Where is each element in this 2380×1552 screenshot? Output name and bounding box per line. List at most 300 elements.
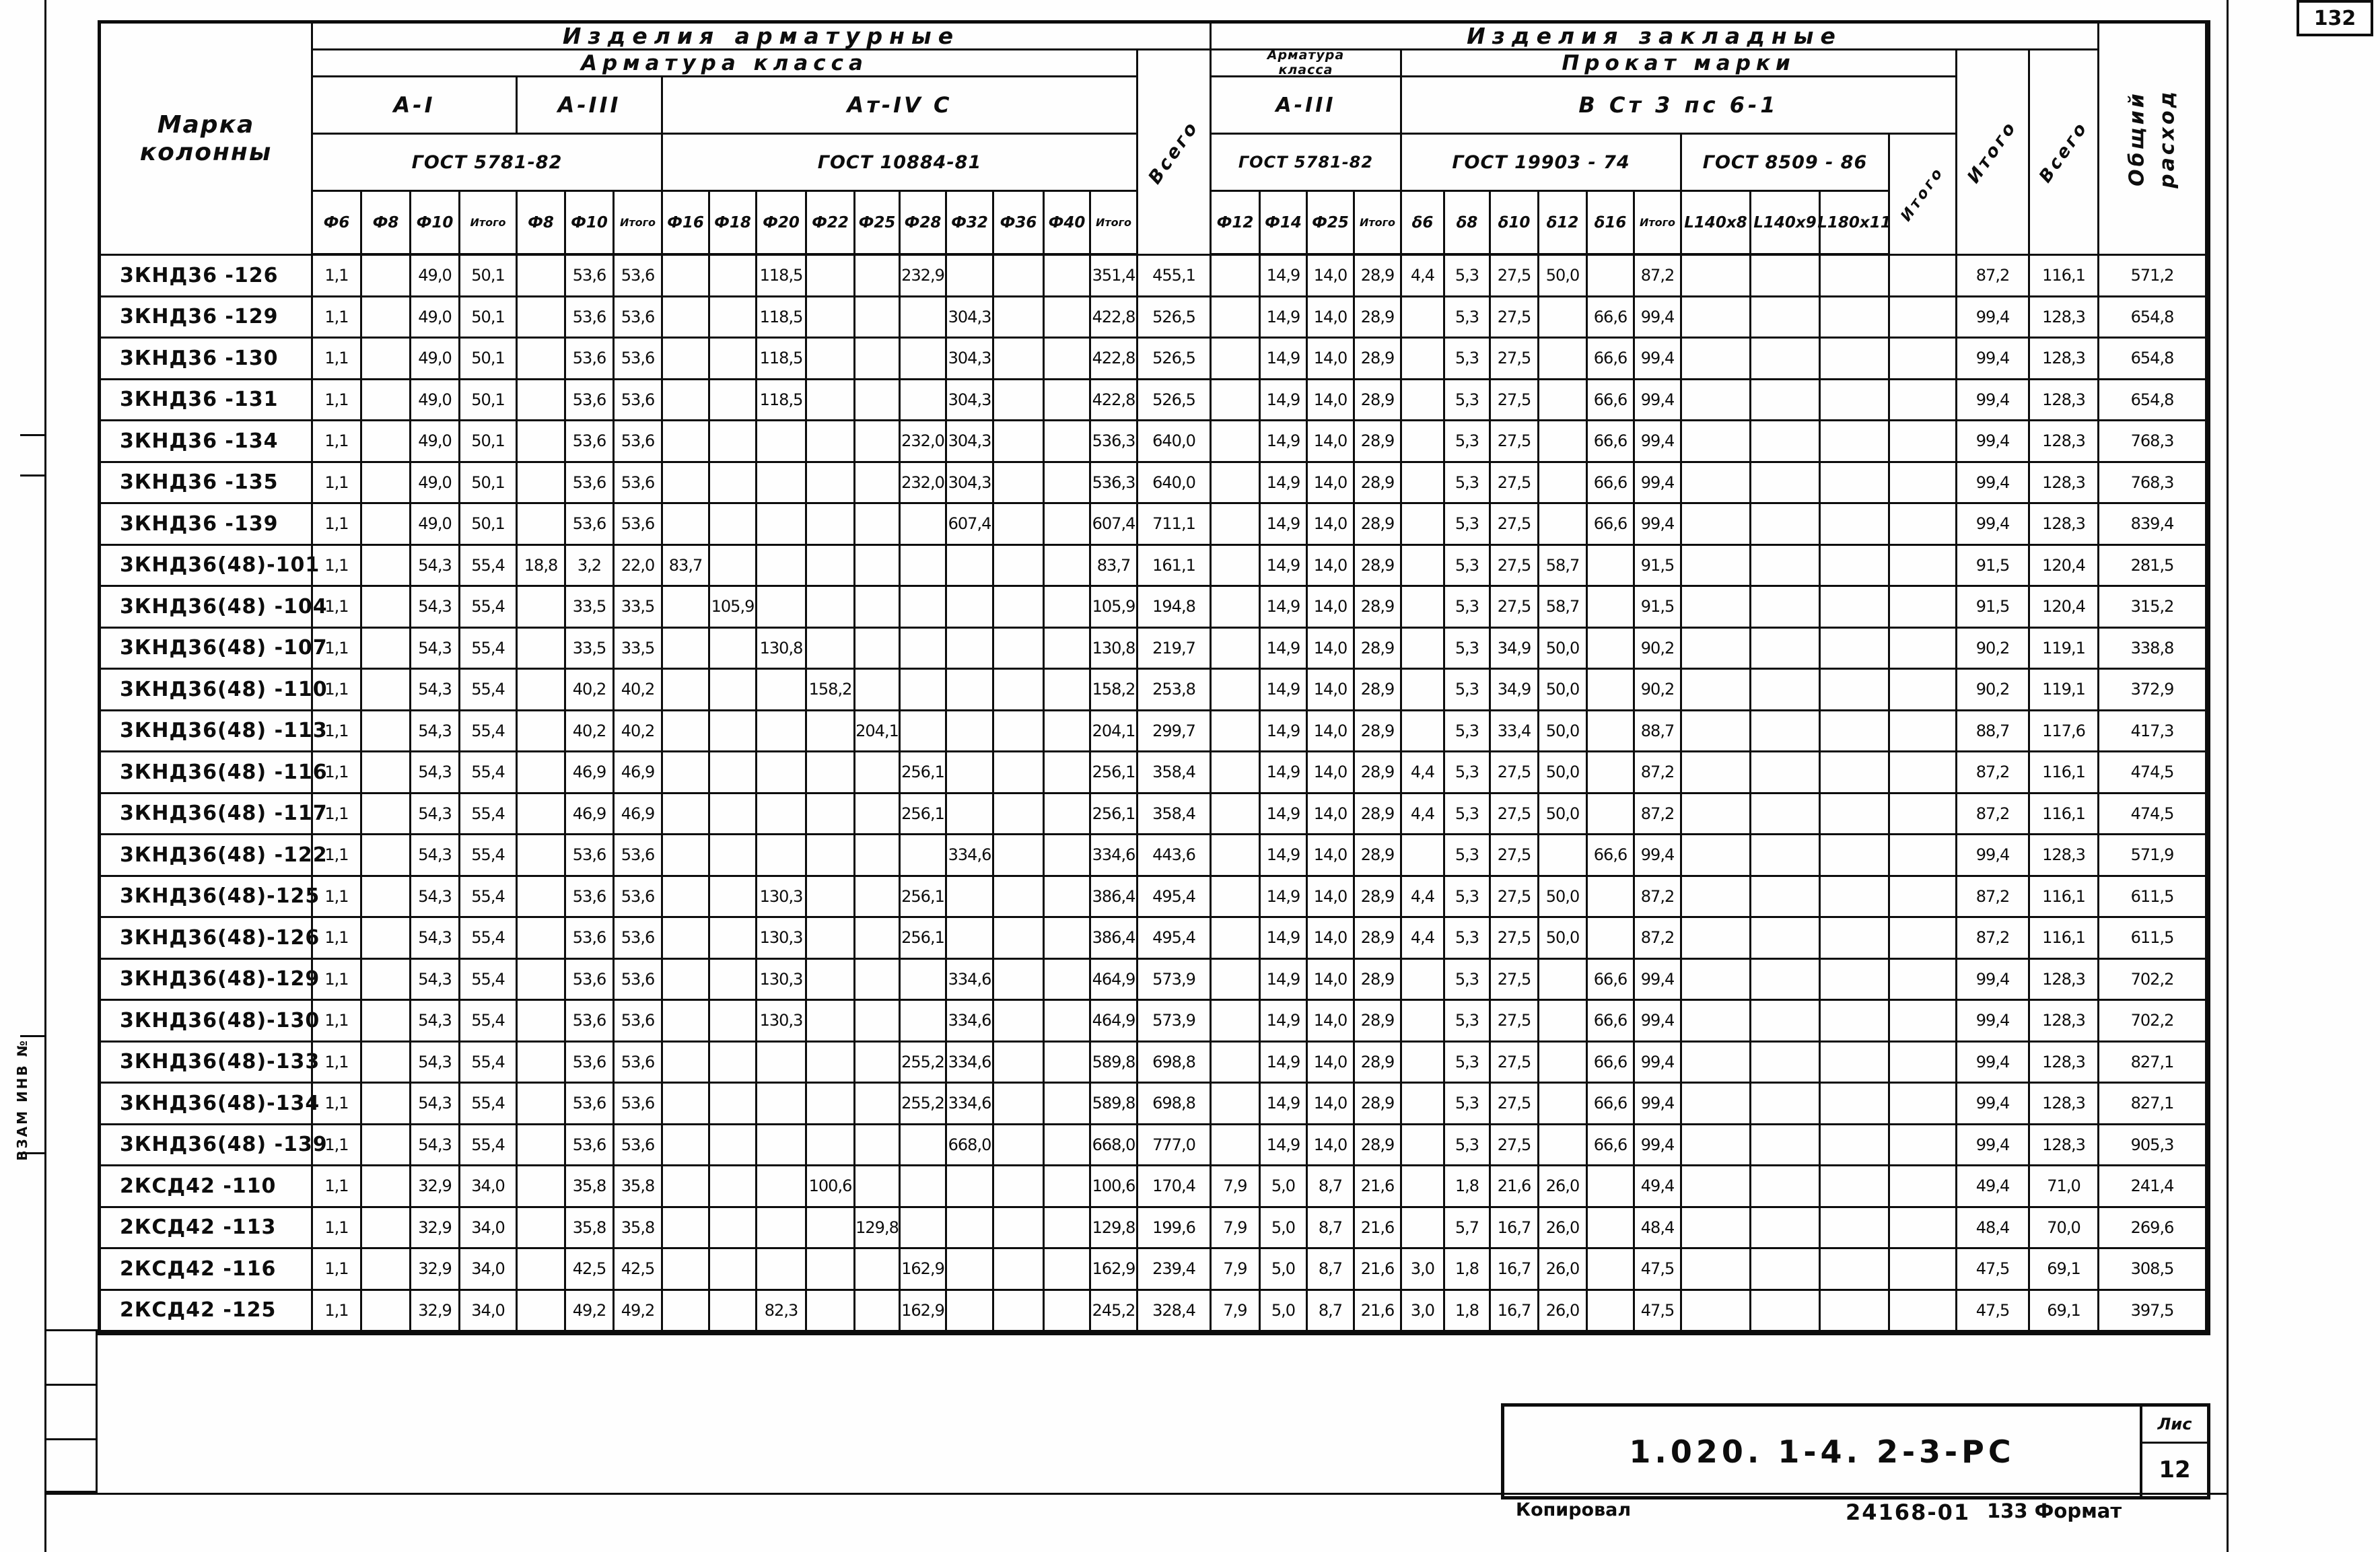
- table-cell: [1821, 1084, 1890, 1125]
- table-cell: [1212, 960, 1261, 1001]
- table-cell: [1821, 1043, 1890, 1084]
- table-cell: [362, 1084, 411, 1125]
- table-cell: [362, 877, 411, 919]
- table-cell: 5,3: [1445, 380, 1491, 422]
- table-cell: [807, 421, 855, 463]
- table-cell: 40,2: [615, 670, 663, 711]
- table-cell: 571,2: [2099, 256, 2207, 297]
- table-cell: 422,8: [1091, 380, 1138, 422]
- table-cell: [901, 1001, 947, 1043]
- table-cell: [855, 587, 901, 629]
- table-cell: 14,9: [1261, 421, 1308, 463]
- table-cell: [1821, 918, 1890, 960]
- table-cell: [1751, 463, 1821, 505]
- row-mark: 3КНД36(48)-129: [101, 960, 313, 1001]
- table-cell: [710, 1001, 757, 1043]
- table-cell: [807, 297, 855, 339]
- row-mark: 3КНД36(48) -117: [101, 794, 313, 836]
- table-cell: [947, 918, 994, 960]
- table-cell: [855, 380, 901, 422]
- table-cell: 91,5: [1635, 587, 1682, 629]
- table-cell: 245,2: [1091, 1291, 1138, 1333]
- column-header: Итого: [1635, 192, 1682, 256]
- table-cell: 14,0: [1308, 421, 1355, 463]
- table-cell: [1751, 918, 1821, 960]
- table-cell: [710, 421, 757, 463]
- table-cell: [757, 1043, 807, 1084]
- table-cell: [1751, 421, 1821, 463]
- angles-total-header: Итого: [1890, 135, 1957, 256]
- table-cell: [807, 960, 855, 1001]
- table-cell: [994, 504, 1045, 546]
- table-cell: 53,6: [615, 877, 663, 919]
- table-cell: [710, 1249, 757, 1291]
- table-cell: [1212, 670, 1261, 711]
- table-cell: [1045, 1001, 1091, 1043]
- table-cell: 28,9: [1355, 670, 1402, 711]
- table-cell: [994, 1166, 1045, 1208]
- table-cell: [1890, 711, 1957, 753]
- table-cell: 99,4: [1635, 1125, 1682, 1167]
- table-cell: 99,4: [1957, 1125, 2030, 1167]
- table-cell: 87,2: [1635, 752, 1682, 794]
- table-cell: 777,0: [1138, 1125, 1212, 1167]
- table-cell: [807, 380, 855, 422]
- row-mark: 3КНД36(48) -110: [101, 670, 313, 711]
- table-cell: 1,1: [313, 877, 362, 919]
- table-cell: 40,2: [615, 711, 663, 753]
- table-cell: 14,0: [1308, 256, 1355, 297]
- table-cell: [1682, 380, 1751, 422]
- table-cell: [1212, 504, 1261, 546]
- table-cell: 50,0: [1539, 256, 1588, 297]
- table-cell: 90,2: [1957, 629, 2030, 670]
- table-cell: [1045, 421, 1091, 463]
- table-cell: 1,1: [313, 297, 362, 339]
- table-cell: 50,1: [460, 504, 518, 546]
- table-cell: 50,0: [1539, 711, 1588, 753]
- table-cell: 53,6: [615, 421, 663, 463]
- table-cell: 495,4: [1138, 877, 1212, 919]
- table-cell: [1212, 256, 1261, 297]
- table-cell: 5,3: [1445, 339, 1491, 380]
- table-cell: 27,5: [1491, 918, 1539, 960]
- table-cell: [994, 1125, 1045, 1167]
- table-cell: [757, 794, 807, 836]
- table-cell: [1890, 794, 1957, 836]
- table-cell: 46,9: [615, 794, 663, 836]
- table-cell: [855, 960, 901, 1001]
- table-cell: 129,8: [855, 1208, 901, 1250]
- table-cell: 281,5: [2099, 546, 2207, 588]
- table-cell: [710, 1291, 757, 1333]
- table-cell: [710, 380, 757, 422]
- table-cell: 88,7: [1957, 711, 2030, 753]
- table-cell: 47,5: [1635, 1249, 1682, 1291]
- table-cell: [362, 587, 411, 629]
- table-cell: 99,4: [1635, 380, 1682, 422]
- table-cell: [1682, 794, 1751, 836]
- table-cell: [1212, 297, 1261, 339]
- table-cell: [663, 1166, 710, 1208]
- table-cell: [901, 711, 947, 753]
- table-cell: 105,9: [710, 587, 757, 629]
- table-cell: [1212, 463, 1261, 505]
- table-cell: [1682, 1208, 1751, 1250]
- table-cell: 87,2: [1635, 877, 1682, 919]
- table-cell: 99,4: [1635, 1001, 1682, 1043]
- table-cell: [855, 1291, 901, 1333]
- table-cell: 304,3: [947, 339, 994, 380]
- table-cell: [1402, 1166, 1445, 1208]
- table-cell: 474,5: [2099, 794, 2207, 836]
- mark-column-header: Марка колонны: [101, 24, 313, 256]
- class-a1-header: А-I: [313, 77, 518, 135]
- table-cell: [1045, 1166, 1091, 1208]
- table-cell: [994, 835, 1045, 877]
- sheet-label: Лис: [2142, 1407, 2207, 1444]
- table-cell: 1,1: [313, 1249, 362, 1291]
- frame-tick: [20, 434, 44, 436]
- table-cell: 99,4: [1635, 339, 1682, 380]
- table-cell: 33,5: [615, 629, 663, 670]
- table-cell: [1212, 752, 1261, 794]
- table-cell: [1821, 1208, 1890, 1250]
- table-cell: 28,9: [1355, 711, 1402, 753]
- table-cell: 28,9: [1355, 1125, 1402, 1167]
- table-cell: [1682, 587, 1751, 629]
- table-cell: 1,1: [313, 504, 362, 546]
- table-cell: [994, 1208, 1045, 1250]
- table-cell: 464,9: [1091, 1001, 1138, 1043]
- table-cell: [518, 1043, 566, 1084]
- table-cell: 256,1: [901, 877, 947, 919]
- table-cell: [1890, 1166, 1957, 1208]
- table-cell: [1539, 1001, 1588, 1043]
- table-cell: 253,8: [1138, 670, 1212, 711]
- row-mark: 2КСД42 -116: [101, 1249, 313, 1291]
- table-cell: [1402, 421, 1445, 463]
- table-cell: 571,9: [2099, 835, 2207, 877]
- table-cell: 99,4: [1957, 1084, 2030, 1125]
- table-cell: 5,3: [1445, 504, 1491, 546]
- row-mark: 3КНД36(48)-101: [101, 546, 313, 588]
- table-cell: 1,1: [313, 794, 362, 836]
- table-cell: 66,6: [1588, 339, 1635, 380]
- row-mark: 2КСД42 -113: [101, 1208, 313, 1250]
- table-cell: 474,5: [2099, 752, 2207, 794]
- table-cell: 119,1: [2030, 670, 2099, 711]
- table-cell: [1539, 835, 1588, 877]
- table-cell: [1890, 1249, 1957, 1291]
- table-cell: 14,0: [1308, 1043, 1355, 1084]
- table-cell: 702,2: [2099, 960, 2207, 1001]
- table-cell: 50,0: [1539, 794, 1588, 836]
- table-cell: [901, 1166, 947, 1208]
- table-cell: 27,5: [1491, 339, 1539, 380]
- table-cell: 5,3: [1445, 794, 1491, 836]
- table-cell: 5,3: [1445, 546, 1491, 588]
- table-cell: [1045, 546, 1091, 588]
- table-cell: [1682, 463, 1751, 505]
- table-cell: [1045, 794, 1091, 836]
- table-cell: 55,4: [460, 1125, 518, 1167]
- table-cell: [663, 339, 710, 380]
- table-cell: [855, 752, 901, 794]
- zak-itogo-header: Итого: [1957, 50, 2030, 256]
- table-cell: 99,4: [1635, 463, 1682, 505]
- table-cell: 27,5: [1491, 421, 1539, 463]
- table-cell: [855, 1084, 901, 1125]
- table-cell: [1539, 380, 1588, 422]
- table-cell: 50,0: [1539, 670, 1588, 711]
- table-cell: 54,3: [411, 960, 460, 1001]
- table-cell: [901, 629, 947, 670]
- table-cell: [757, 1249, 807, 1291]
- table-cell: [947, 587, 994, 629]
- table-cell: [518, 1166, 566, 1208]
- table-cell: 27,5: [1491, 256, 1539, 297]
- table-cell: 99,4: [1635, 297, 1682, 339]
- table-cell: 464,9: [1091, 960, 1138, 1001]
- table-cell: [1682, 1291, 1751, 1333]
- table-cell: 5,0: [1261, 1291, 1308, 1333]
- table-cell: 53,6: [615, 297, 663, 339]
- table-cell: [1045, 1043, 1091, 1084]
- table-cell: [807, 1125, 855, 1167]
- table-cell: [1751, 1249, 1821, 1291]
- table-cell: [1821, 504, 1890, 546]
- section-header-embedded: Изделия закладные: [1212, 24, 2099, 50]
- table-cell: [807, 587, 855, 629]
- table-cell: 130,8: [757, 629, 807, 670]
- column-header: Ф28: [901, 192, 947, 256]
- gost-19903-header: ГОСТ 19903 - 74: [1402, 135, 1682, 192]
- table-cell: [1682, 877, 1751, 919]
- table-cell: 26,0: [1539, 1208, 1588, 1250]
- table-cell: 116,1: [2030, 794, 2099, 836]
- arm-class-header: Арматура класса: [313, 50, 1138, 77]
- column-header: Ф8: [362, 192, 411, 256]
- table-cell: 53,6: [615, 960, 663, 1001]
- column-header: L140x9: [1751, 192, 1821, 256]
- table-cell: [362, 670, 411, 711]
- table-cell: [1682, 256, 1751, 297]
- table-cell: [1751, 794, 1821, 836]
- table-cell: 88,7: [1635, 711, 1682, 753]
- table-cell: [994, 1249, 1045, 1291]
- table-cell: [518, 711, 566, 753]
- table-cell: 1,1: [313, 1291, 362, 1333]
- table-cell: 768,3: [2099, 463, 2207, 505]
- table-cell: [663, 380, 710, 422]
- table-cell: [1890, 339, 1957, 380]
- table-cell: 28,9: [1355, 587, 1402, 629]
- table-cell: [1212, 1001, 1261, 1043]
- table-cell: 304,3: [947, 421, 994, 463]
- table-cell: 28,9: [1355, 546, 1402, 588]
- table-cell: [710, 1166, 757, 1208]
- table-cell: 654,8: [2099, 380, 2207, 422]
- table-cell: 66,6: [1588, 463, 1635, 505]
- table-cell: [1539, 1043, 1588, 1084]
- table-cell: [1045, 1208, 1091, 1250]
- table-cell: [1682, 504, 1751, 546]
- table-cell: 42,5: [566, 1249, 615, 1291]
- table-cell: 5,7: [1445, 1208, 1491, 1250]
- stamp-cell: [46, 1386, 96, 1440]
- table-cell: 54,3: [411, 1125, 460, 1167]
- table-cell: 53,6: [566, 380, 615, 422]
- row-mark: 2КСД42 -110: [101, 1166, 313, 1208]
- table-cell: 589,8: [1091, 1043, 1138, 1084]
- table-cell: 119,1: [2030, 629, 2099, 670]
- table-cell: 53,6: [566, 463, 615, 505]
- table-cell: 90,2: [1635, 629, 1682, 670]
- table-cell: [947, 711, 994, 753]
- table-cell: [994, 629, 1045, 670]
- document-code: 1.020. 1-4. 2-3-РС: [1629, 1433, 2015, 1470]
- table-cell: [1045, 918, 1091, 960]
- column-header: Ф20: [757, 192, 807, 256]
- table-cell: 698,8: [1138, 1084, 1212, 1125]
- table-cell: [855, 918, 901, 960]
- table-cell: 55,4: [460, 1001, 518, 1043]
- table-cell: [1890, 504, 1957, 546]
- table-cell: [1751, 504, 1821, 546]
- table-cell: 1,8: [1445, 1249, 1491, 1291]
- table-cell: [518, 380, 566, 422]
- column-header: δ16: [1588, 192, 1635, 256]
- sheet-number: 12: [2159, 1456, 2191, 1483]
- table-cell: [1890, 421, 1957, 463]
- table-cell: 14,9: [1261, 629, 1308, 670]
- table-cell: [362, 918, 411, 960]
- table-cell: [994, 339, 1045, 380]
- table-cell: 14,0: [1308, 629, 1355, 670]
- table-cell: 256,1: [901, 918, 947, 960]
- table-cell: [901, 960, 947, 1001]
- zak-total-header: Всего: [2030, 50, 2099, 256]
- table-cell: 91,5: [1635, 546, 1682, 588]
- table-cell: 27,5: [1491, 960, 1539, 1001]
- table-cell: 14,0: [1308, 297, 1355, 339]
- table-cell: 905,3: [2099, 1125, 2207, 1167]
- table-cell: [757, 670, 807, 711]
- table-cell: 256,1: [901, 752, 947, 794]
- row-mark: 3КНД36 -126: [101, 256, 313, 297]
- table-cell: 5,0: [1261, 1208, 1308, 1250]
- table-cell: 768,3: [2099, 421, 2207, 463]
- table-cell: [807, 463, 855, 505]
- table-cell: [1751, 752, 1821, 794]
- table-cell: [1821, 1166, 1890, 1208]
- table-cell: 827,1: [2099, 1084, 2207, 1125]
- class-at4-header: Ат-IV С: [663, 77, 1138, 135]
- table-cell: [1588, 1291, 1635, 1333]
- table-cell: 162,9: [901, 1291, 947, 1333]
- table-cell: [710, 629, 757, 670]
- column-header: Ф10: [566, 192, 615, 256]
- table-cell: [1821, 877, 1890, 919]
- table-cell: [1890, 256, 1957, 297]
- table-cell: 386,4: [1091, 918, 1138, 960]
- table-cell: 640,0: [1138, 463, 1212, 505]
- table-cell: 130,3: [757, 960, 807, 1001]
- table-cell: 14,0: [1308, 380, 1355, 422]
- table-cell: 66,6: [1588, 835, 1635, 877]
- frame-left-line: [44, 0, 46, 1552]
- table-cell: 53,6: [615, 463, 663, 505]
- column-header: Ф25: [855, 192, 901, 256]
- table-cell: 702,2: [2099, 1001, 2207, 1043]
- table-cell: [663, 835, 710, 877]
- table-cell: 55,4: [460, 1084, 518, 1125]
- table-cell: 1,1: [313, 670, 362, 711]
- table-cell: 28,9: [1355, 629, 1402, 670]
- table-cell: [1751, 629, 1821, 670]
- row-mark: 3КНД36 -129: [101, 297, 313, 339]
- table-cell: 14,0: [1308, 711, 1355, 753]
- table-cell: 53,6: [615, 1043, 663, 1084]
- table-cell: 1,1: [313, 1166, 362, 1208]
- table-cell: [855, 1001, 901, 1043]
- table-cell: [663, 877, 710, 919]
- gost-10884-header: ГОСТ 10884-81: [663, 135, 1138, 192]
- table-cell: 21,6: [1355, 1291, 1402, 1333]
- table-cell: [1402, 297, 1445, 339]
- table-cell: 417,3: [2099, 711, 2207, 753]
- table-cell: 14,9: [1261, 835, 1308, 877]
- table-cell: [663, 711, 710, 753]
- table-cell: 66,6: [1588, 1084, 1635, 1125]
- table-cell: 14,9: [1261, 256, 1308, 297]
- footer-format: 133 Формат: [1987, 1500, 2122, 1522]
- table-cell: [1045, 1084, 1091, 1125]
- gost-5781-header-left: ГОСТ 5781-82: [313, 135, 663, 192]
- table-cell: [1821, 1291, 1890, 1333]
- table-cell: [1682, 752, 1751, 794]
- table-cell: 14,9: [1261, 504, 1308, 546]
- table-cell: 99,4: [1635, 421, 1682, 463]
- table-cell: 443,6: [1138, 835, 1212, 877]
- table-cell: 1,1: [313, 1084, 362, 1125]
- table-cell: [1045, 960, 1091, 1001]
- table-cell: 58,7: [1539, 546, 1588, 588]
- table-cell: [947, 1291, 994, 1333]
- table-cell: 239,4: [1138, 1249, 1212, 1291]
- table-cell: 83,7: [663, 546, 710, 588]
- table-cell: 99,4: [1957, 339, 2030, 380]
- table-cell: [947, 629, 994, 670]
- table-cell: [1821, 960, 1890, 1001]
- table-cell: [1682, 960, 1751, 1001]
- table-cell: 14,0: [1308, 1084, 1355, 1125]
- table-cell: 161,1: [1138, 546, 1212, 588]
- table-cell: [994, 877, 1045, 919]
- table-cell: [1045, 1291, 1091, 1333]
- table-cell: 69,1: [2030, 1291, 2099, 1333]
- table-cell: 536,3: [1091, 463, 1138, 505]
- table-cell: [855, 1125, 901, 1167]
- table-cell: [855, 1249, 901, 1291]
- table-cell: 54,3: [411, 1001, 460, 1043]
- table-cell: 49,0: [411, 297, 460, 339]
- table-cell: 53,6: [615, 918, 663, 960]
- table-cell: [807, 256, 855, 297]
- table-cell: [1821, 1001, 1890, 1043]
- table-cell: [663, 1125, 710, 1167]
